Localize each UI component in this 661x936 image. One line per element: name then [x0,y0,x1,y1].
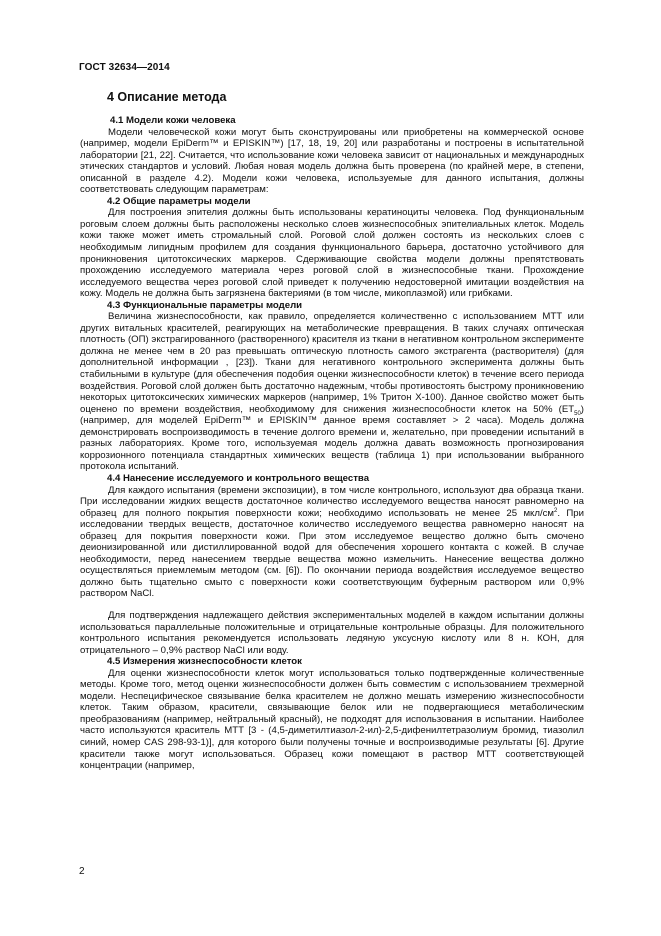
paragraph [80,311,584,473]
paragraph: Для подтверждения надлежащего действия экспериментальных моделей в каждом испытании должны использоваться параллельные положительные и отрицательные контрольные образцы. Для положительного контрольного испытания рекомендуется использовать ледяную уксусную кислоту или 8 н. КОН, для отрицательного – 0,9% раствор NaCl или воду. [80,609,584,656]
paragraph: Для оценки жизнеспособности клеток могут использоваться только подтвержденные количественные методы. Кроме того, метод оценки жизнеспособности должен быть совместим с использованием трехмерной модели. Неспецифическое связывание белка красителем не должно мешать измерению жизнеспособности клеток. Таким образом, красители, связывающие белок или не подвергающиеся метаболическим преобразованиям (например, нейтральный красный), не подходят для использования в испытании. Наиболее часто используются краситель МТТ [3 - (4,5-диметилтиазол-2-ил)-2,5-дифенилтетразолиум бромид, тиазолил синий, номер CAS 298-93-1)], для которого были получены точные и воспроизводимые результаты [6]. Другие красители также могут использоваться. Образец кожи помещают в раствор МТТ соответствующей концентрации (например, [80,667,584,772]
document-header: ГОСТ 32634—2014 [79,62,170,73]
page-number: 2 [79,866,85,877]
subsection-heading-4-1: 4.1 Модели кожи человека [110,115,236,126]
paragraph: Модели человеческой кожи могут быть сконструированы или приобретены на коммерческой основе (например, модели EpiDerm™ и EPISKIN™) [17, 18, 19, 20] или разработаны и построены в испытательной лаборатории [21, 22]. Считается, что использование кожи человека зависит от национальных и международных этических стандартов и условий. Любая новая модель должна быть проверена (по крайней мере, в степени, описанной в разделе 4.2). Модели кожи человека, используемые для данного испытания, должны соответствовать следующим параметрам: [80,126,584,196]
text-run: Для каждого испытания (времени экспозиции), в том числе контрольного, используют два образца ткани. При исследовании жидких веществ достаточное количество исследуемого вещества наносят равномерно на образец для полного покрытия поверхности кожи; необходимо использовать не менее 25 мкл/см [80,484,584,519]
subsection-heading-4-3: 4.3 Функциональные параметры модели [107,299,303,311]
subscript: 50 [574,410,581,417]
paragraph [80,485,584,600]
document-body [80,115,584,772]
text-run: Величина жизнеспособности, как правило, определяется количественно с использованием МТТ или других витальных красителей, реагирующих на метаболические превращения. В таких случаях оптическая плотность (ОП) экстрагированного (растворенного) красителя из ткани в негативном контрольном эксперименте должна не менее чем в 20 раз превышать оптическую плотность самого экстрагента (растворителя) (для дополнительной информации , [23]). Ткани для негативного контрольного эксперимента должны быть стабильными в культуре (для обеспечения подобия оценки жизнеспособности клеток) в течение всего периода воздействия. Роговой слой должен быть достаточно надежным, чтобы противостоять быстрому проникновению некоторых цитотоксических химических маркеров (например, 1% Тритон Х-100). Данное свойство может быть оценено по времени воздействия, необходимому для снижения жизнеспособности клеток на 50% (ЕТ [80,311,584,415]
superscript: 2 [554,507,558,514]
text-run: . При исследовании твердых веществ, достаточное количество исследуемого вещества равномерно наносят на образец для покрытия поверхности кожи. При этом исследуемое вещество должно быть смочено деионизированной или дистиллированной водой для обеспечения хорошего контакта с кожей. В случае необходимости, перед нанесением твердые вещества можно измельчить. Нанесение вещества должно осуществляться приемлемым методом (см. [6]). По окончании периода воздействия исследуемое вещество должно быть тщательно смыто с поверхности кожи соответствующим буферным раствором или 0,9% раствором NaCl. [80,507,584,600]
subsection-heading-4-2: 4.2 Общие параметры модели [107,195,251,207]
section-title: 4 Описание метода [107,90,227,104]
subsection-heading-4-4: 4.4 Нанесение исследуемого и контрольного вещества [107,472,370,484]
paragraph: Для построения эпителия должны быть использованы кератиноциты человека. Под функциональным роговым слоем должны быть расположены несколько слоев жизнеспособных эпителиальных клеток. Модель кожи также может иметь стромальный слой. Роговой слой должен состоять из нескольких слоев с необходимым липидным профилем для создания функционального барьера, достаточно устойчивого для проникновения цитотоксических маркеров. Сдерживающие свойства модели должны препятствовать прохождению исследуемого материала через роговой слой в жизнеспособные ткани. Прохождение исследуемого вещества через роговой слой приведет к получению недостоверной имитации воздействия на кожу. Модель не должна быть загрязнена бактериями (в том числе, микоплазмой) или грибками. [80,207,584,300]
text-run: ) (например, для моделей EpiDerm™ и EPISKIN™ данное время составляет > 2 часа). Модель должна демонстрировать воспроизводимость в течение долгого времени и, желательно, при проведении испытаний в разных лабораториях. Кроме того, используемая модель должна давать возможность прогнозирования коррозионного потенциала стандартных химических веществ (таблица 1) при использовании выбранного протокола испытаний. [80,403,584,473]
subsection-heading-4-5: 4.5 Измерения жизнеспособности клеток [107,656,302,668]
